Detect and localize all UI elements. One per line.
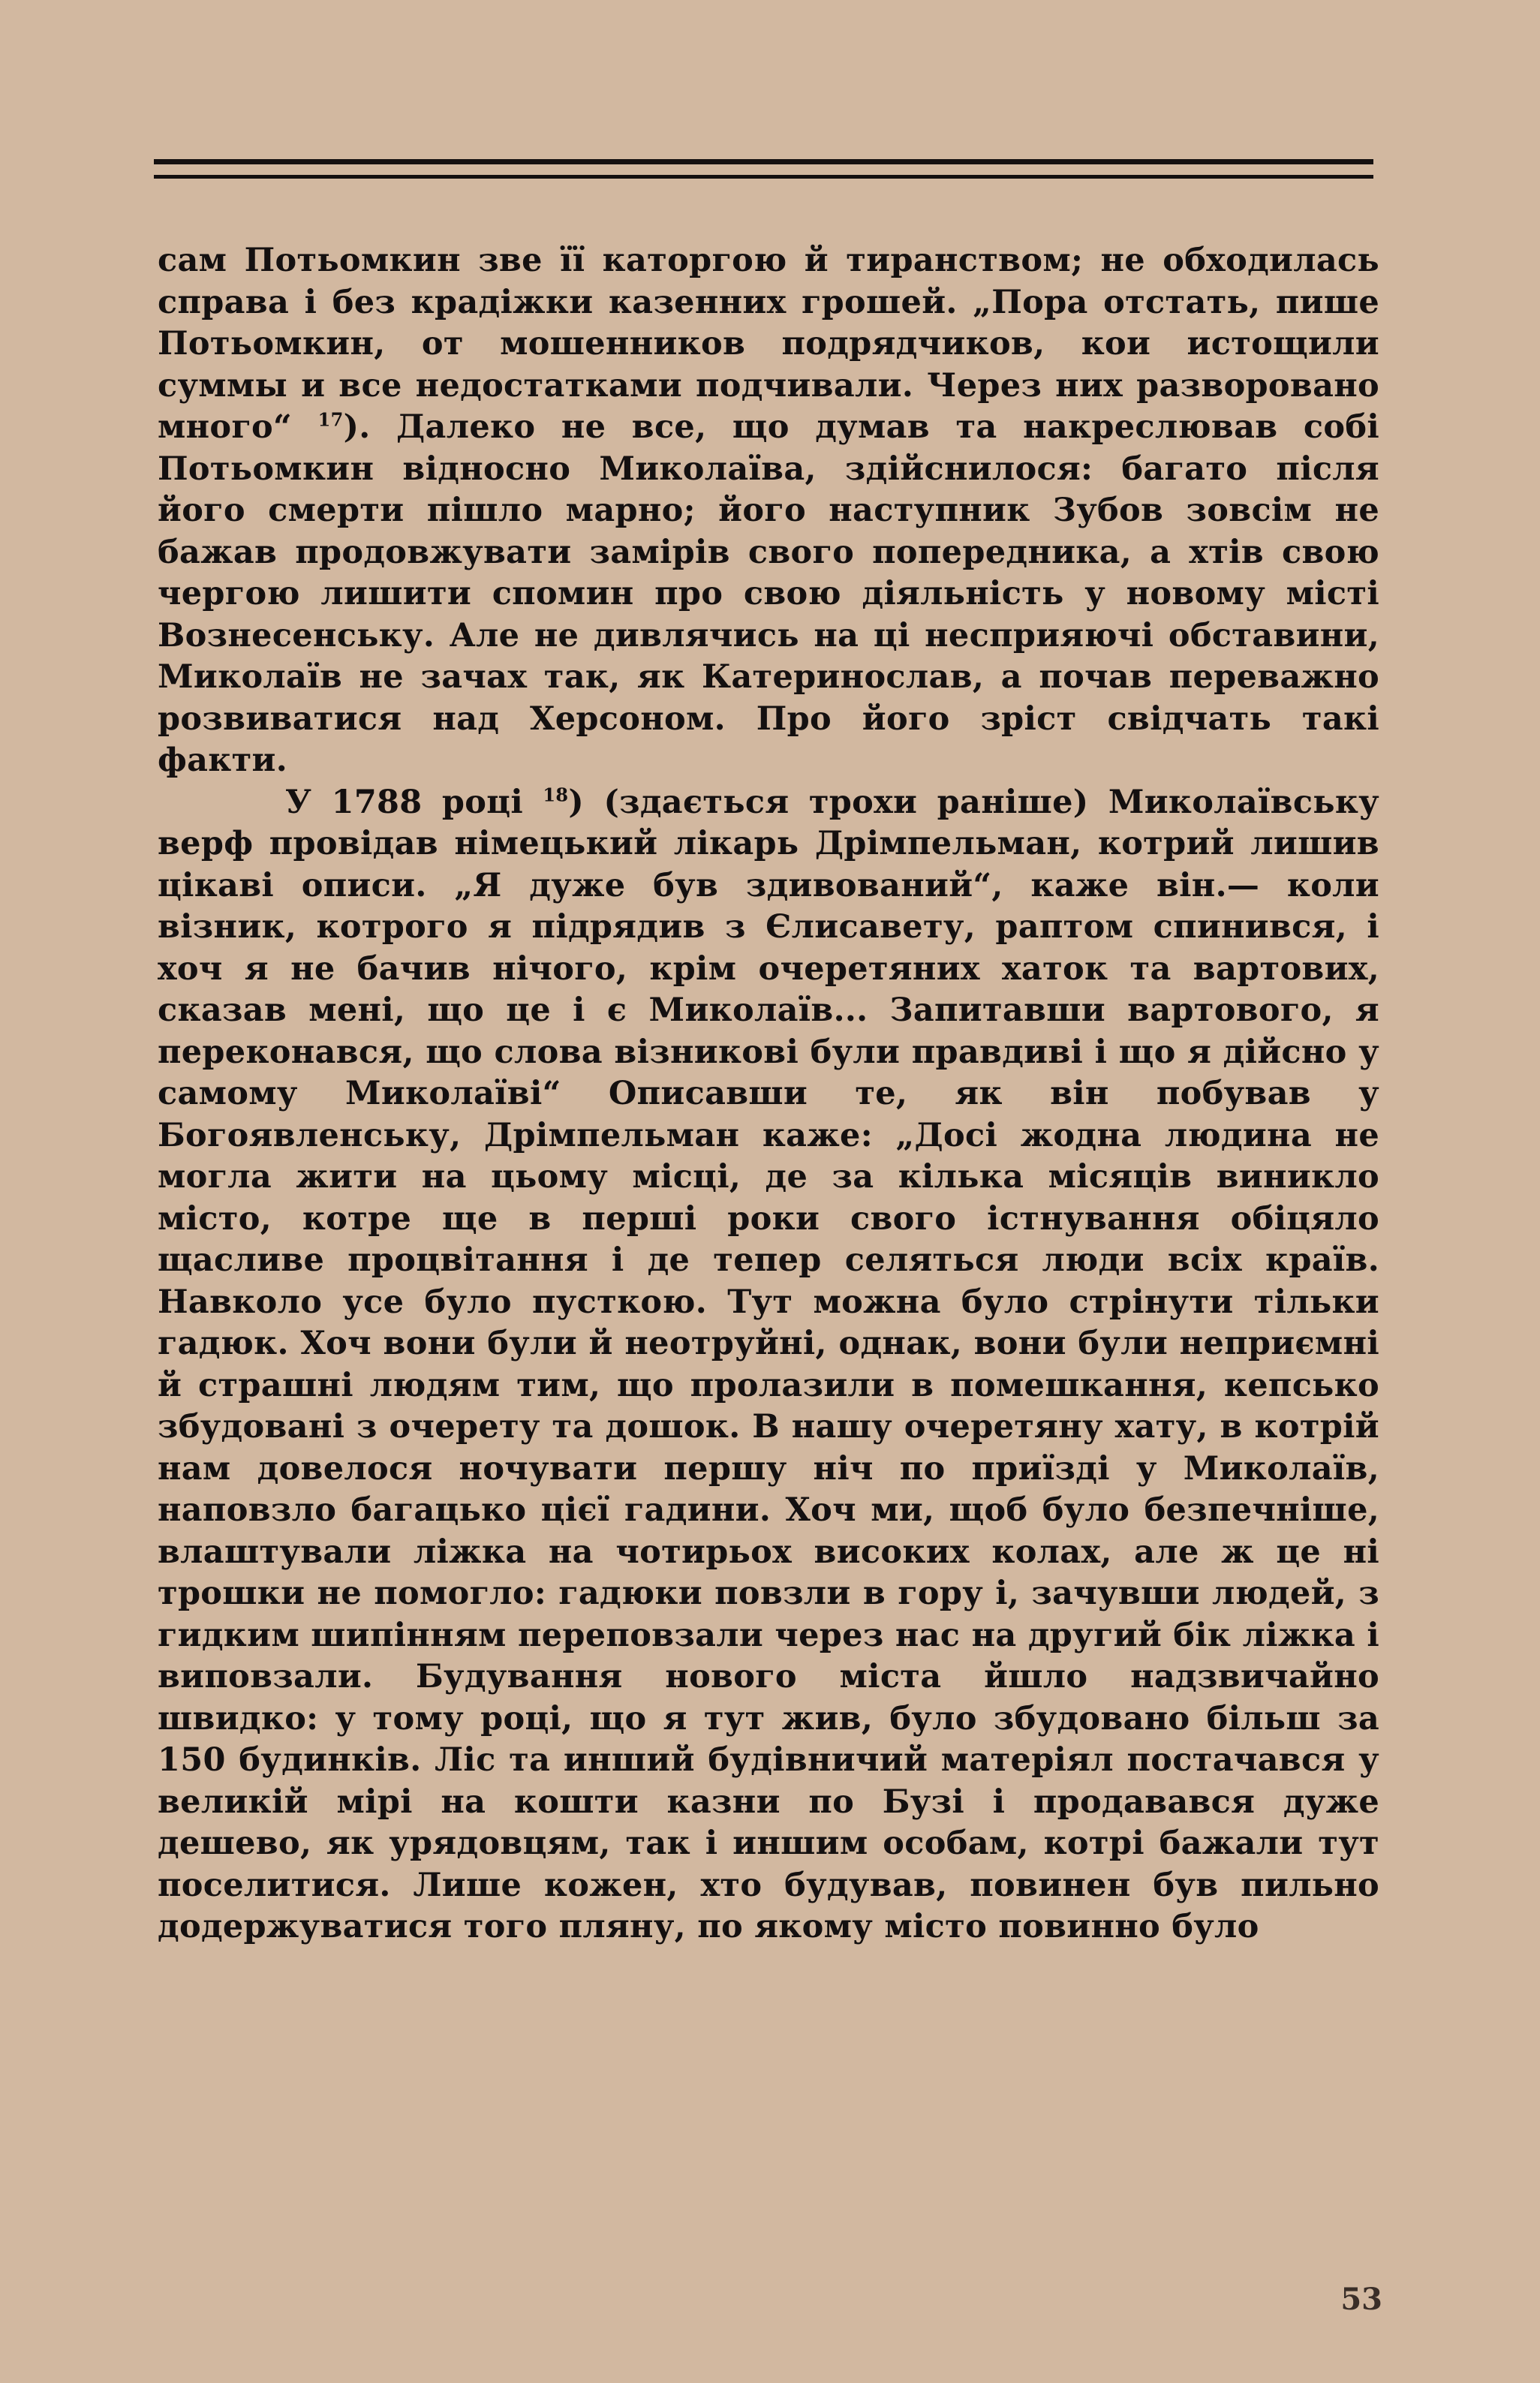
paragraph-2-text: У 1788 році [285,783,543,821]
paragraph-1-tail: ). Далеко не все, що думав та накреслював собі Потьомкин відносно Миколаїва, здійснилося: багато після його смерти пішло марно; його наступник Зубов зовсім не бажав продовжувати замірів свого попередника, а хтів свою чергою лишити спомин про свою діяльність у новому місті Вознесенську. Але не дивлячись на ці несприяючі обставини, Миколаїв не зачах так, як Катеринослав, а почав переважно розвиватися над Херсоном. Про його зріст свідчать такі факти. [158,408,1380,779]
footnote-ref-17: 17 [317,408,344,431]
footnote-ref-18: 18 [543,784,569,806]
header-rule-line-bottom [154,175,1373,179]
body-text [158,240,1379,2237]
header-rule [154,159,1373,189]
paragraph-2-tail: ) (здається трохи раніше) Миколаївську верф провідав німецький лікарь Дрімпельман, котрий лишив цікаві описи. „Я дуже був здивований“, каже він.— коли візник, котрого я підрядив з Єлисавету, раптом спинився, і хоч я не бачив нічого, крім очеретяних хаток та вартових, сказав мені, що це і є Миколаїв... Запитавши вартового, я переконався, що слова візникові були правдиві і що я дійсно у самому Миколаїві“ Описавши те, як він побував у Богоявленську, Дрімпельман каже: „Досі жодна людина не могла жити на цьому місці, де за кілька місяців виникло місто, котре ще в перші роки свого істнування обіцяло щасливе процвітання і де тепер селяться люди всіх країв. Навколо усе було пусткою. Тут можна було стрінути тільки гадюк. Хоч вони були й неотруйні, однак, вони були неприємні й страшні людям тим, що пролазили в помешкання, кепсько збудовані з очерету та дошок. В нашу очеретяну хату, в котрій нам довелося ночувати першу ніч по приїзді у Миколаїв, наповзло багацько цієї гадини. Хоч ми, щоб було безпечніше, влаштували ліжка на чотирьох високих колах, але ж це ні трошки не помогло: гадюки повзли в гору і, зачувши людей, з гидким шипінням переповзали через нас на другий бік ліжка і виповзали. Будування нового міста йшло надзвичайно швидко: у тому році, що я тут жив, було збудовано більш за 150 будинків. Ліс та инший будівничий матеріял постачався у великій мірі на кошти казни по Бузі і продавався дуже дешево, як урядовцям, так і иншим особам, котрі бажали тут поселитися. Лише кожен, хто будував, повинен був пильно додержуватися того пляну, по якому місто повинно було [158,783,1379,1945]
paragraph-1-text: сам Потьомкин зве її каторгою й тиранством; не обходилась справа і без крадіжки казенних грошей. „Пора отстать, пише Потьомкин, от мошенников подрядчиков, кои истощили суммы и все недостатками подчивали. Через них разворовано много“ [158,242,1379,446]
header-rule-line-top [154,159,1373,164]
page-number: 53 [1340,2282,1382,2317]
paragraph-2 [158,782,1379,1948]
paragraph-1 [158,240,1379,782]
